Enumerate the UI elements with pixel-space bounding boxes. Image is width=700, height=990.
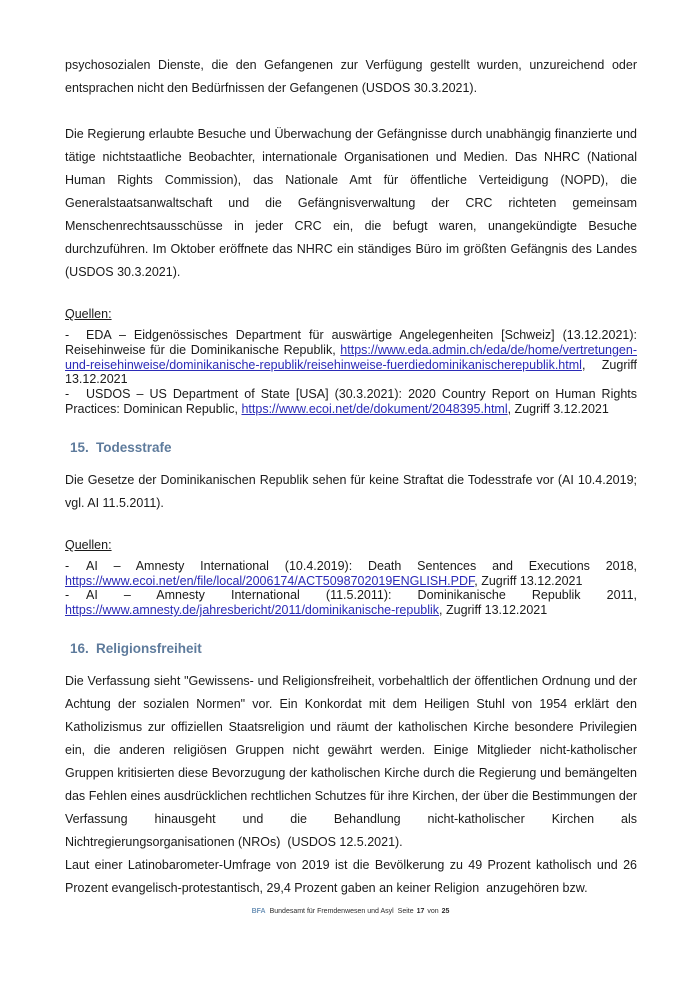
footer-of-word: von: [427, 908, 439, 915]
source-item-ai-2011: [65, 588, 637, 618]
source-access-date: , Zugriff 13.12.2021: [439, 603, 548, 618]
bullet-dash: -: [65, 558, 70, 573]
source-link[interactable]: https://www.eda.admin.ch/eda/de/home/vertretungen-und-reisehinweise/dominikanische-republik/reisehinweise-fuerdiedominikanischerepublik.html: [65, 342, 637, 372]
source-text: AI – Amnesty International (11.5.2011): Dominikanische Republik 2011,: [86, 588, 637, 603]
source-access-date: , Zugriff 3.12.2021: [507, 401, 609, 416]
bullet-dash: -: [65, 387, 70, 402]
source-list-prisons: [65, 328, 637, 417]
source-link[interactable]: https://www.ecoi.net/en/file/local/2006174/ACT5098702019ENGLISH.PDF: [65, 573, 475, 588]
section-title: Religionsfreiheit: [96, 640, 202, 656]
paragraph-prison-services: psychosozialen Dienste, die den Gefangenen zur Verfügung gestellt wurden, unzureichend oder entsprachen nicht den Bedürfnissen der Gefangenen (USDOS 30.3.2021).: [65, 58, 637, 95]
bfa-logo: BFA: [251, 908, 266, 915]
source-item-ai-2019: [65, 559, 637, 589]
sources-label-text: Quellen:: [65, 537, 112, 552]
section-title: Todesstrafe: [96, 439, 172, 455]
bullet-dash: -: [65, 328, 70, 342]
paragraph-religion-statistics: Laut einer Latinobarometer-Umfrage von 2019 ist die Bevölkerung zu 49 Prozent katholisch und 26 Prozent evangelisch-protestantisch, 29,4 Prozent gaben an keiner Religion anzugehören bzw.: [65, 857, 637, 895]
document-content: [65, 54, 637, 900]
footer-page-number: 17: [416, 908, 425, 915]
sources-label: [65, 307, 637, 322]
source-access-date: , Zugriff 13.12.2021: [65, 357, 637, 387]
source-list-death-penalty: [65, 559, 637, 618]
paragraph-religious-freedom: Die Verfassung sieht "Gewissens- und Religionsfreiheit, vorbehaltlich der öffentlichen Ordnung und der Achtung der sozialen Normen" vor. Ein Konkordat mit dem Heiligen Stuhl von 1954 erklärt den Katholizismus zur offiziellen Staatsreligion und räumt der katholischen Kirche besondere Privilegien ein, die anderen religiösen Gruppen nicht gewährt werden. Einige Mitglieder nicht-katholischer Gruppen kritisierten diese Bevorzugung der katholischen Kirche durch die Regierung und bemängelten das Fehlen eines ausdrücklichen rechtlichen Schutzes für ihre Kirchen, der über die Bestimmungen der Verfassung hinausgeht und die Behandlung nicht-katholischer Kirchen als Nichtregierungsorganisationen (NROs) (USDOS 12.5.2021).: [65, 673, 637, 849]
footer-org-name: Bundesamt für Fremdenwesen und Asyl: [269, 908, 394, 915]
bullet-dash: -: [65, 588, 70, 603]
source-link[interactable]: https://www.amnesty.de/jahresbericht/2011/dominikanische-republik: [65, 603, 440, 618]
section-number: 16.: [70, 640, 89, 656]
section-15-heading: [65, 439, 637, 457]
sources-label-text: Quellen:: [65, 307, 112, 321]
paragraph-death-penalty: Die Gesetze der Dominikanischen Republik sehen für keine Straftat die Todesstrafe vor (AI 10.4.2019; vgl. AI 11.5.2011).: [65, 472, 637, 510]
source-access-date: , Zugriff 13.12.2021: [474, 573, 583, 588]
section-16-heading: [65, 640, 637, 658]
footer-page-word: Seite: [397, 908, 414, 915]
source-item-eda: [65, 328, 637, 387]
source-text: EDA – Eidgenössisches Department für auswärtige Angelegenheiten [Schweiz] (13.12.2021): Reisehinweise für die Dominikanische Republik,: [65, 328, 637, 357]
footer-total-pages: 25: [441, 908, 450, 915]
source-link[interactable]: https://www.ecoi.net/de/dokument/2048395.html: [241, 401, 508, 416]
paragraph-prison-monitoring: Die Regierung erlaubte Besuche und Überwachung der Gefängnisse durch unabhängig finanzierte und tätige nichtstaatliche Beobachter, internationale Organisationen und Medien. Das NHRC (National Human Rights Commission), das Nationale Amt für öffentliche Verteidigung (NOPD), die Generalstaatsanwaltschaft und die Gefängnisverwaltung der CRC richteten gemeinsam Menschenrechtsausschüsse in jeder CRC ein, die befugt waren, unangekündigte Besuche durchzuführen. Im Oktober eröffnete das NHRC ein ständiges Büro im größten Gefängnis des Landes (USDOS 30.3.2021).: [65, 127, 637, 279]
section-number: 15.: [70, 439, 89, 455]
source-item-usdos: [65, 387, 637, 417]
page-footer: [0, 907, 700, 916]
sources-label: [65, 538, 637, 553]
source-text: AI – Amnesty International (10.4.2019): Death Sentences and Executions 2018,: [86, 558, 637, 573]
source-text: USDOS – US Department of State [USA] (30.3.2021): 2020 Country Report on Human Rights Practices: Dominican Republic,: [65, 387, 637, 416]
